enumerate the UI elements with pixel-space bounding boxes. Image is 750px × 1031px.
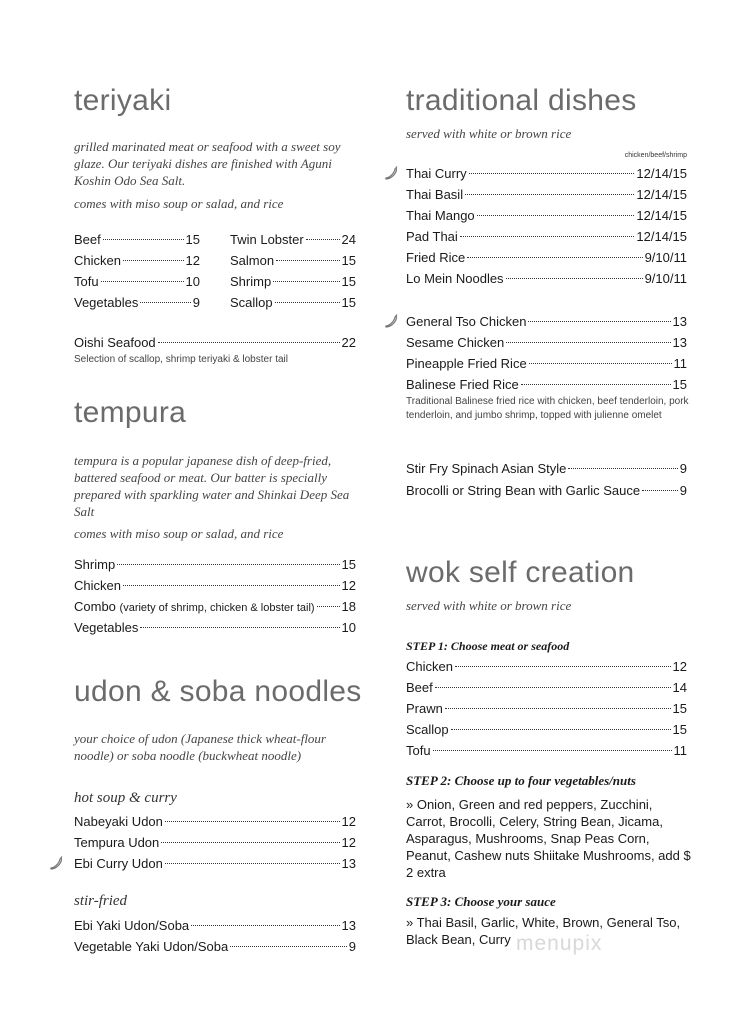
menu-item: Vegetables 9: [74, 295, 200, 310]
menu-item: Lo Mein Noodles 9/10/11: [406, 271, 687, 286]
menu-item: Tofu 10: [74, 274, 200, 289]
menu-item: Thai Curry 12/14/15: [406, 166, 687, 181]
menu-item: Pad Thai 12/14/15: [406, 229, 687, 244]
menu-item: Twin Lobster 24: [230, 232, 356, 247]
hot-soup-subheading: hot soup & curry: [74, 790, 177, 806]
step1-heading: STEP 1: Choose meat or seafood: [406, 639, 570, 653]
menu-item: Shrimp 15: [74, 557, 356, 572]
wok-subheading: served with white or brown rice: [406, 598, 572, 613]
menu-item: Brocolli or String Bean with Garlic Sauce 9: [406, 483, 687, 498]
traditional-subheading: served with white or brown rice: [406, 126, 572, 141]
chili-pepper-icon: [383, 313, 399, 329]
menu-item: Balinese Fried Rice 15: [406, 377, 687, 392]
oishi-note: Selection of scallop, shrimp teriyaki & lobster tail: [74, 354, 288, 365]
menu-item: Combo (variety of shrimp, chicken & lobster tail) 18: [74, 599, 356, 614]
step3-text: » Thai Basil, Garlic, White, Brown, General Tso, Black Bean, Curry: [406, 915, 681, 947]
balinese-note: Traditional Balinese fried rice with chicken, beef tenderloin, pork tenderloin, and jumbo shrimp, topped with julienne omelet: [406, 396, 689, 421]
menu-item: Scallop 15: [230, 295, 356, 310]
menu-item: General Tso Chicken 13: [406, 314, 687, 329]
step2-heading: STEP 2: Choose up to four vegetables/nuts: [406, 773, 636, 788]
menu-item: Salmon 15: [230, 253, 356, 268]
tempura-comes-with: comes with miso soup or salad, and rice: [74, 526, 284, 541]
chili-pepper-icon: [383, 165, 399, 181]
tempura-heading: tempura: [74, 396, 187, 429]
menu-item: Stir Fry Spinach Asian Style 9: [406, 461, 687, 476]
menu-item: Pineapple Fried Rice 11: [406, 356, 687, 371]
menu-item: Thai Basil 12/14/15: [406, 187, 687, 202]
teriyaki-comes-with: comes with miso soup or salad, and rice: [74, 196, 284, 211]
price-column-note: chicken/beef/shrimp: [624, 152, 687, 159]
udon-heading: udon & soba noodles: [74, 675, 362, 708]
menu-item: Fried Rice 9/10/11: [406, 250, 687, 265]
teriyaki-description: grilled marinated meat or seafood with a sweet soy glaze. Our teriyaki dishes are finished with Aguni Koshin Odo Sea Salt.: [74, 139, 341, 188]
menu-item: Beef 14: [406, 680, 687, 695]
menu-item: Prawn 15: [406, 701, 687, 716]
menu-item: Chicken 12: [74, 253, 200, 268]
menu-item: Chicken 12: [74, 578, 356, 593]
menu-item: Scallop 15: [406, 722, 687, 737]
menu-item: Thai Mango 12/14/15: [406, 208, 687, 223]
menu-item: Sesame Chicken 13: [406, 335, 687, 350]
step2-text: » Onion, Green and red peppers, Zucchini, Carrot, Brocolli, Celery, String Bean, Jicama, Asparagus, Mushrooms, Snap Peas Corn, Peanut, Cashew nuts Shiitake Mushrooms, add $ 2 extra: [406, 797, 691, 880]
step3-heading: STEP 3: Choose your sauce: [406, 894, 556, 909]
menu-item: Vegetable Yaki Udon/Soba 9: [74, 939, 356, 954]
menu-item: Tempura Udon 12: [74, 835, 356, 850]
menu-item: Tofu 11: [406, 743, 687, 758]
menu-item: Shrimp 15: [230, 274, 356, 289]
udon-description: your choice of udon (Japanese thick wheat-flour noodle) or soba noodle (buckwheat noodle): [74, 731, 326, 763]
teriyaki-heading: teriyaki: [74, 84, 172, 117]
traditional-heading: traditional dishes: [406, 84, 637, 117]
stir-fried-subheading: stir-fried: [74, 893, 128, 909]
wok-heading: wok self creation: [406, 556, 635, 589]
chili-pepper-icon: [48, 855, 64, 871]
menu-item: Nabeyaki Udon 12: [74, 814, 356, 829]
menu-item: Vegetables 10: [74, 620, 356, 635]
menu-item: Ebi Curry Udon 13: [74, 856, 356, 871]
menu-item: Beef 15: [74, 232, 200, 247]
menu-item: Ebi Yaki Udon/Soba 13: [74, 918, 356, 933]
menu-item-oishi-seafood: Oishi Seafood 22: [74, 335, 356, 350]
menupix-watermark: menupix: [516, 932, 603, 955]
tempura-description: tempura is a popular japanese dish of deep-fried, battered seafood or meat. Our batter is specially prepared with sparkling water and Shinkai Deep Sea Salt: [74, 453, 350, 519]
menu-item: Chicken 12: [406, 659, 687, 674]
